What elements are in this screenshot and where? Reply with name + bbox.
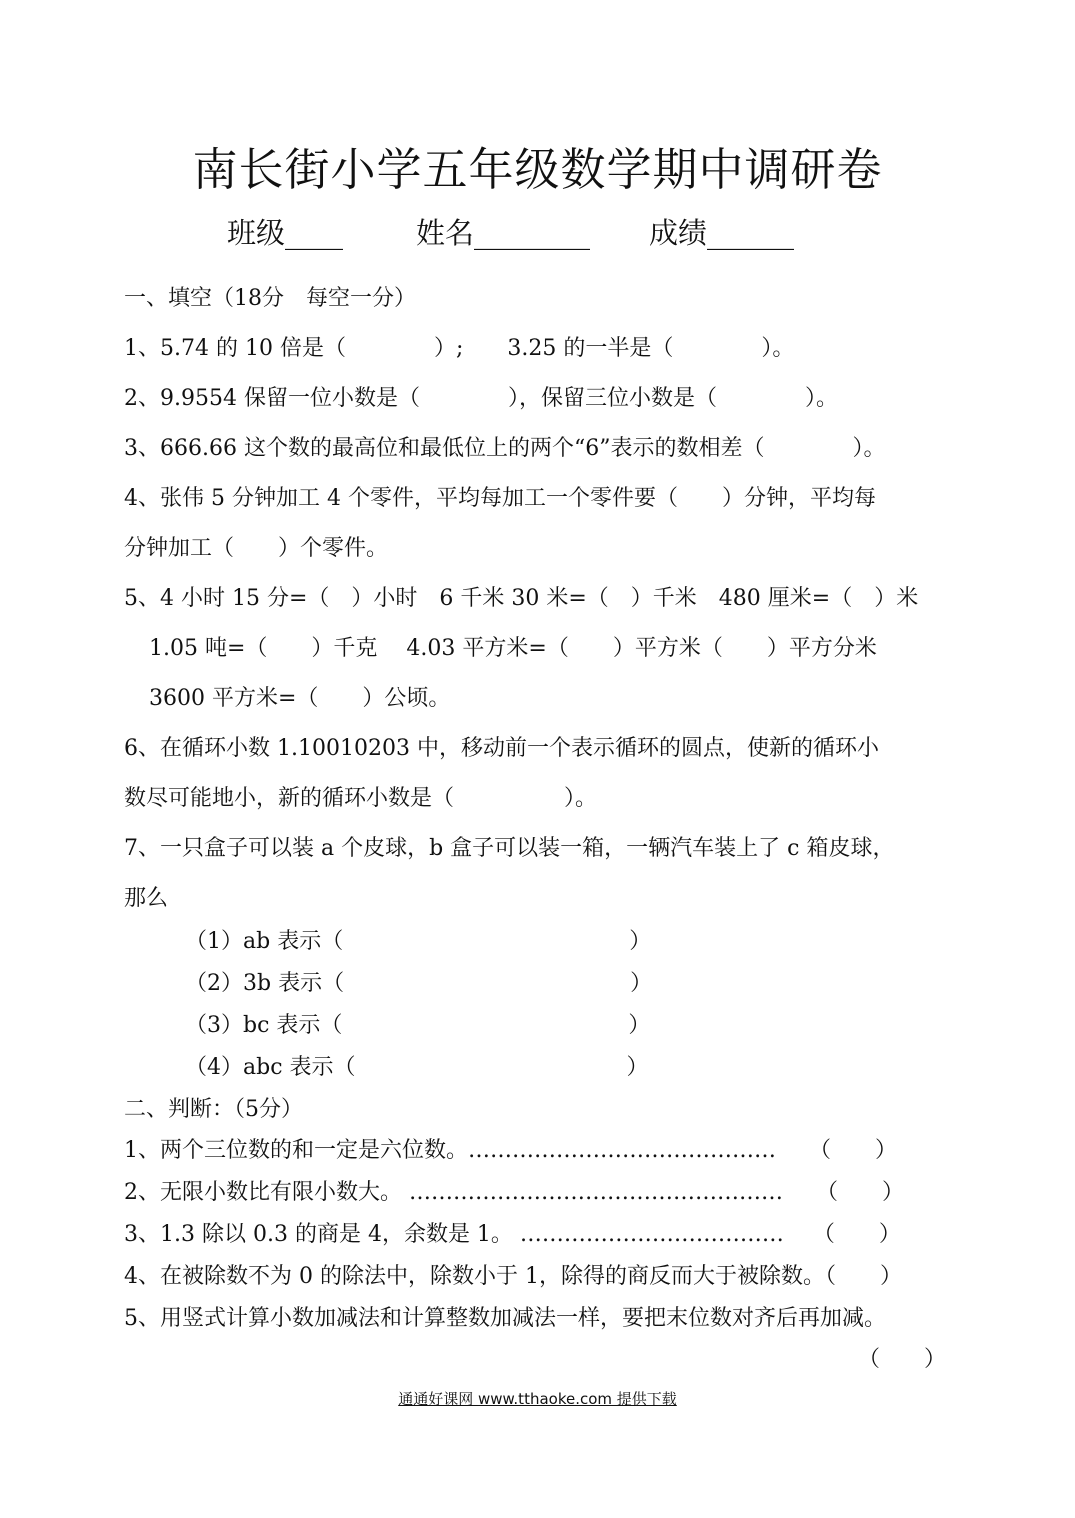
page-title: 南长街小学五年级数学期中调研卷 <box>192 143 883 196</box>
judge-2: 2、无限小数比有限小数大。 …………………………………………… （ ） <box>124 1180 904 1205</box>
question-7-sub3: （3）bc 表示（ ） <box>185 1013 651 1038</box>
section2-heading: 二、判断：（5分） <box>124 1097 303 1122</box>
question-6-line1: 6、在循环小数 1.10010203 中，移动前一个表示循环的圆点，使新的循环小 <box>124 736 879 761</box>
class-field: 班级____ <box>227 216 344 250</box>
judge-5-bracket: （ ） <box>858 1347 947 1372</box>
question-7-line1: 7、一只盒子可以装 a 个皮球，b 盒子可以装一箱，一辆汽车装上了 c 箱皮球， <box>124 836 895 861</box>
name-field: 姓名________ <box>416 216 591 250</box>
footer-download-note: 通通好课网 www.tthaoke.com 提供下载 <box>398 1390 677 1408</box>
question-1: 1、5.74 的 10 倍是（ ）; 3.25 的一半是（ ）。 <box>124 336 795 361</box>
question-5-line3: 3600 平方米=（ ）公顷。 <box>149 686 451 711</box>
question-7-line2: 那么 <box>124 886 169 911</box>
question-4-line1: 4、张伟 5 分钟加工 4 个零件，平均每加工一个零件要（ ）分钟，平均每 <box>124 486 876 511</box>
question-5-line2: 1.05 吨=（ ）千克 4.03 平方米=（ ）平方米（ ）平方分米 <box>149 636 877 661</box>
question-2: 2、9.9554 保留一位小数是（ ），保留三位小数是（ ）。 <box>124 386 838 411</box>
question-7-sub4: （4）abc 表示（ ） <box>185 1055 649 1080</box>
question-5-line1: 5、4 小时 15 分=（ ）小时 6 千米 30 米=（ ）千米 480 厘米=（ ）米 <box>124 586 919 611</box>
score-field: 成绩______ <box>649 216 795 250</box>
question-6-line2: 数尽可能地小，新的循环小数是（ ）。 <box>124 786 598 811</box>
judge-4: 4、在被除数不为 0 的除法中，除数小于 1，除得的商反而大于被除数。（ ） <box>124 1264 902 1289</box>
question-3: 3、666.66 这个数的最高位和最低位上的两个“6”表示的数相差（ ）。 <box>124 436 886 461</box>
question-7-sub1: （1）ab 表示（ ） <box>185 929 652 954</box>
judge-3: 3、1.3 除以 0.3 的商是 4，余数是 1。 ……………………………… （ ） <box>124 1222 901 1247</box>
section1-heading: 一、填空（18分 每空一分） <box>124 286 416 311</box>
question-7-sub2: （2）3b 表示（ ） <box>185 971 653 996</box>
question-4-line2: 分钟加工（ ）个零件。 <box>124 536 389 561</box>
judge-1: 1、两个三位数的和一定是六位数。…………………………………… （ ） <box>124 1138 897 1163</box>
judge-5: 5、用竖式计算小数加减法和计算整数加减法一样，要把末位数对齐后再加减。 <box>124 1306 886 1331</box>
